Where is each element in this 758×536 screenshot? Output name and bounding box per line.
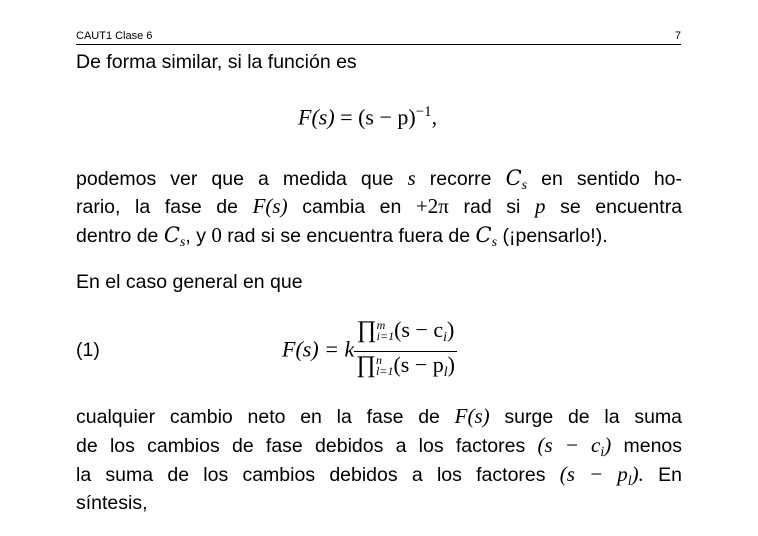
eq1-lhs: F(s) bbox=[298, 104, 335, 130]
equation-label: (1) bbox=[76, 339, 100, 361]
para4-line-1: cualquier cambio neto en la fase de F(s) surge de la suma bbox=[76, 404, 683, 428]
page-number: 7 bbox=[674, 30, 681, 42]
eq2-denominator: ∏ n l=1 $(s - p_l)$ bbox=[356, 352, 455, 380]
para4-line-2: de los cambios de fase debidos a los factores $(s - c_i)$ menos bbox=[76, 433, 683, 460]
equation-1 bbox=[298, 104, 437, 130]
eq2-numerator: ∏ m i=1 $(s - c_i)$ bbox=[354, 318, 457, 352]
para4-line-4: síntesis, bbox=[76, 492, 148, 514]
eq1-rhs: = (s − p) bbox=[340, 104, 416, 130]
paragraph-intro: De forma similar, si la función es bbox=[76, 51, 357, 73]
eq1-comma: , bbox=[431, 104, 438, 130]
eq2-lhs: F(s) = k bbox=[282, 336, 355, 362]
para2-line-1: podemos ver que a medida que s recorre $C_s$ en sentido ho- bbox=[76, 166, 683, 193]
equation-2 bbox=[282, 318, 457, 385]
para4-line-3: la suma de los cambios debidos a los factores $(s - p_l)$. En bbox=[76, 462, 682, 489]
para2-line-3: dentro de $C_s$, y 0 rad si se encuentra fuera de $C_s$ (¡pensarlo!). bbox=[76, 223, 608, 250]
paragraph-general-case: En el caso general en que bbox=[76, 271, 303, 293]
eq2-fraction bbox=[354, 318, 457, 385]
header-title: CAUT1 Clase 6 bbox=[76, 30, 153, 42]
para2-line-2: rario, la fase de F(s) cambia en +2π rad si p se encuentra bbox=[76, 194, 683, 218]
eq1-exponent: −1 bbox=[415, 104, 432, 120]
header-rule bbox=[76, 44, 681, 45]
